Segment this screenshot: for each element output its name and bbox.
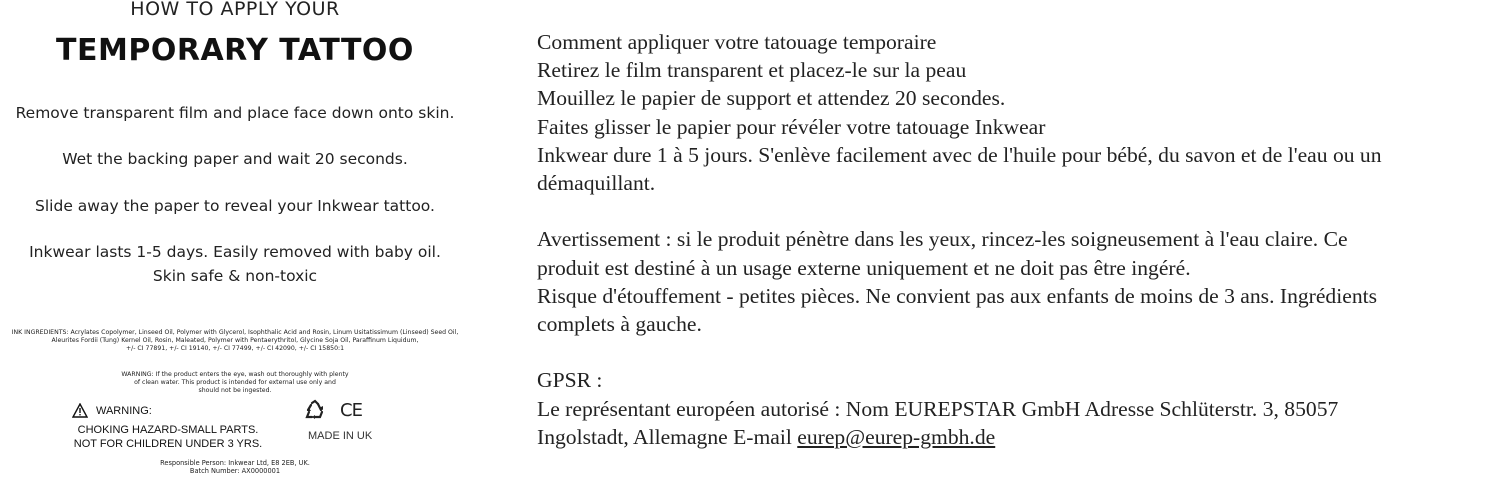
fr-warning-line: produit est destiné à un usage externe uniquement et ne doit pas être ingéré. [537, 255, 1191, 280]
spacer [537, 197, 1500, 225]
step-3: Slide away the paper to reveal your Inkwear tattoo. [35, 197, 435, 215]
fr-line: Retirez le film transparent et placez-le sur la peau [537, 58, 967, 83]
step-5: Skin safe & non-toxic [152, 267, 318, 285]
fr-warning-line: Avertissement : si le produit pénètre dans les yeux, rincez-les soigneusement à l'eau claire. Ce [537, 227, 1348, 252]
warning-label: WARNING: [96, 404, 152, 417]
responsible-line: Responsible Person: Inkwear Ltd, E8 2EB, UK. [160, 459, 310, 467]
eye-warning-line: of clean water. This product is intended for external use only and [134, 379, 336, 387]
eu-representative-contact [537, 423, 1500, 451]
fr-line: Comment appliquer votre tatouage temporaire [537, 30, 937, 54]
ingredients-line: +/- CI 77891, +/- CI 19140, +/- CI 77499, +/- CI 42090, +/- CI 15850:1 [125, 345, 345, 353]
eu-representative: Le représentant européen autorisé : Nom EUREPSTAR GmbH Adresse Schlüterstr. 3, 85057 [537, 396, 1339, 421]
recycle-icon [304, 399, 326, 421]
fr-warning-line: Risque d'étouffement - petites pièces. Ne convient pas aux enfants de moins de 3 ans. Ingrédients [537, 283, 1378, 308]
ingredients-line: INK INGREDIENTS: Acrylates Copolymer, Linseed Oil, Polymer with Glycerol, Isophthalic Acid and Rosin, Linum Usitatissimum (Linseed) Seed Oil, [11, 329, 459, 336]
email-link[interactable]: eurep@eurep-gmbh.de [797, 424, 996, 449]
page-title: TEMPORARY TATTOO [56, 33, 414, 68]
contact-prefix: Ingolstadt, Allemagne E-mail [537, 424, 798, 449]
how-to-heading: HOW TO APPLY YOUR [130, 0, 340, 20]
step-4: Inkwear lasts 1-5 days. Easily removed with baby oil. [29, 243, 441, 261]
ingredients-line: Aleurites Fordii (Tung) Kernel Oil, Rosin, Maleated, Polymer with Pentaerythritol, Glycine Soja Oil, Paraffinum Liquidum, [51, 337, 419, 345]
ce-mark-icon: CE [340, 399, 362, 421]
warning-triangle-icon [72, 403, 88, 418]
fr-line: Inkwear dure 1 à 5 jours. S'enlève facilement avec de l'huile pour bébé, du savon et de l'eau ou un [537, 142, 1382, 167]
french-instructions [537, 28, 1500, 451]
fr-line: Faites glisser le papier pour révéler votre tatouage Inkwear [537, 114, 1046, 139]
gpsr-heading: GPSR : [537, 368, 603, 393]
eye-warning-line: WARNING: If the product enters the eye, wash out thoroughly with plenty [121, 371, 349, 378]
compliance-icons [304, 399, 362, 421]
ink-ingredients [0, 329, 470, 354]
eye-warning [0, 371, 470, 396]
step-2: Wet the backing paper and wait 20 seconds. [62, 150, 408, 168]
spacer [537, 338, 1500, 366]
responsible-person [0, 459, 470, 475]
choking-line-2: NOT FOR CHILDREN UNDER 3 YRS. [73, 438, 263, 450]
instruction-card [0, 0, 470, 477]
eye-warning-line: should not be ingested. [198, 387, 272, 395]
fr-line: Mouillez le papier de support et attendez 20 secondes. [537, 86, 1006, 111]
choking-warning [68, 403, 268, 451]
fr-warning-line: complets à gauche. [537, 312, 702, 337]
step-1: Remove transparent film and place face down onto skin. [15, 104, 455, 122]
choking-line-1: CHOKING HAZARD-SMALL PARTS. [77, 424, 259, 436]
fr-line: démaquillant. [537, 171, 656, 196]
warning-header [72, 403, 268, 418]
batch-number: Batch Number: AX0000001 [189, 467, 281, 476]
made-in-label: MADE IN UK [308, 430, 373, 442]
